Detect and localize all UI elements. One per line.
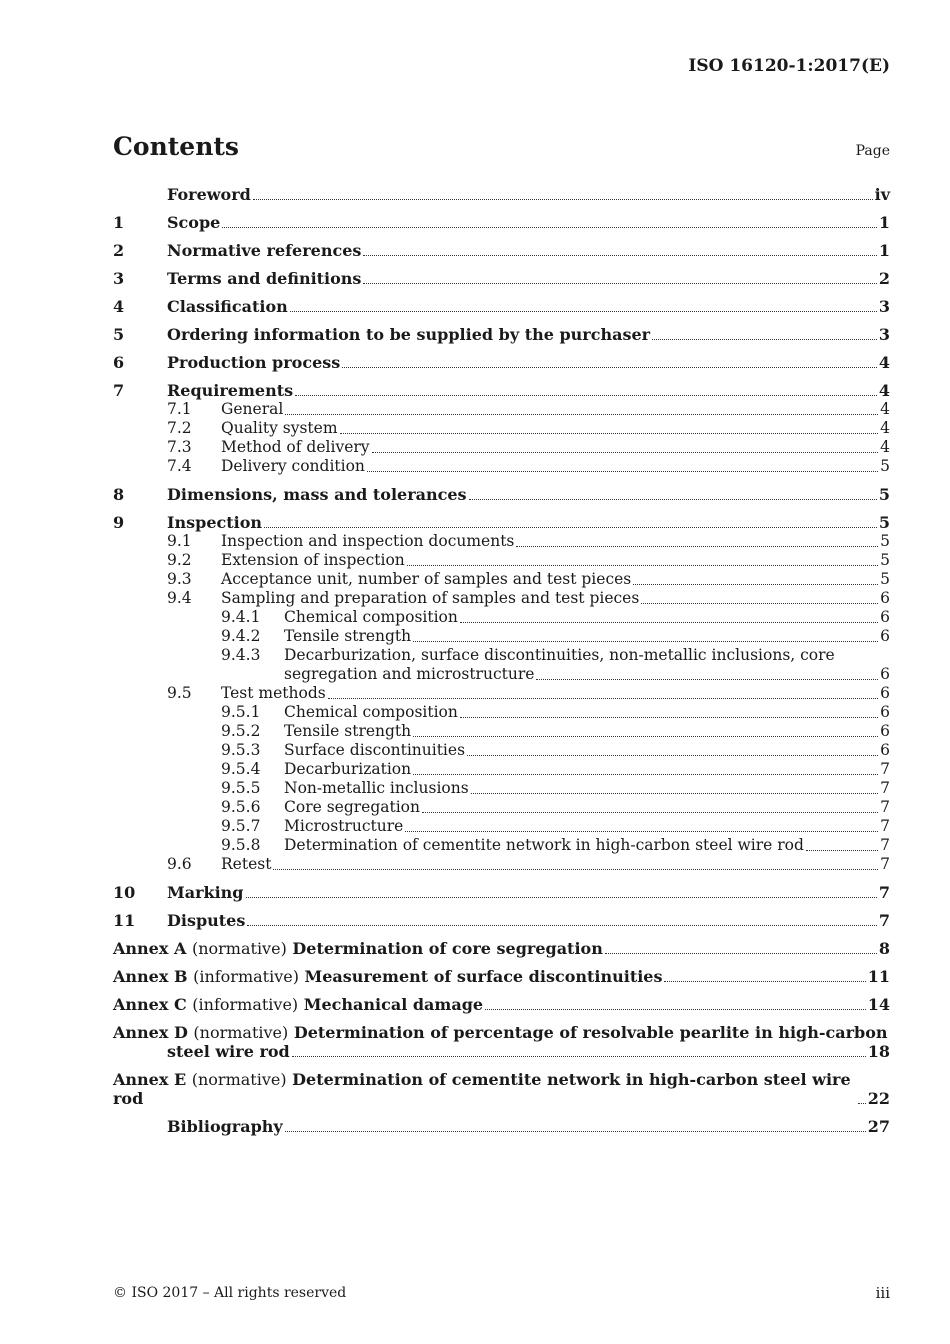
toc-entry-number: 4 — [113, 297, 125, 316]
page-column-label: Page — [855, 143, 890, 159]
toc-entry[interactable] — [113, 241, 890, 260]
toc-entry-line — [113, 1042, 890, 1061]
toc-entry-number: 9.1 — [167, 532, 192, 550]
toc-entry-text: Scope — [167, 213, 221, 232]
dot-leader — [253, 199, 873, 200]
toc-entry[interactable] — [113, 1070, 890, 1108]
toc-entry-line — [113, 1023, 890, 1042]
toc-page-number: 6 — [880, 627, 890, 645]
annex-type: (informative) — [192, 995, 299, 1014]
toc-entry[interactable] — [113, 703, 890, 722]
dot-leader — [363, 283, 876, 284]
toc-entry[interactable] — [113, 967, 890, 986]
toc-page-number: 7 — [880, 779, 890, 797]
toc-entry[interactable] — [113, 817, 890, 836]
dot-leader — [222, 227, 877, 228]
annex-type: (normative) — [193, 1023, 289, 1042]
toc-entry-text: Chemical composition — [284, 703, 458, 721]
toc-entry-text: Disputes — [167, 911, 246, 930]
dot-leader — [246, 897, 877, 898]
toc-entry[interactable] — [113, 911, 890, 930]
toc-entry[interactable] — [113, 400, 890, 419]
toc-entry-text: Tensile strength — [284, 722, 412, 740]
toc-page-number: 1 — [878, 213, 890, 232]
dot-leader — [367, 471, 878, 472]
toc-page-number: 4 — [880, 419, 890, 437]
dot-leader — [264, 527, 877, 528]
annex-type: (normative) — [191, 939, 287, 958]
dot-leader — [413, 641, 878, 642]
dot-leader — [633, 584, 878, 585]
toc-entry[interactable] — [113, 419, 890, 438]
toc-page-number: 4 — [878, 381, 890, 400]
toc-page-number: 3 — [878, 325, 890, 344]
toc-entry-text: Foreword — [167, 185, 251, 204]
toc-entry[interactable] — [113, 185, 890, 204]
dot-leader — [290, 311, 877, 312]
copyright-notice: © ISO 2017 – All rights reserved — [113, 1285, 347, 1301]
toc-page-number: 7 — [878, 911, 890, 930]
toc-entry[interactable] — [113, 760, 890, 779]
toc-entry[interactable] — [113, 883, 890, 902]
toc-entry-line — [113, 646, 890, 665]
toc-entry[interactable] — [113, 353, 890, 372]
annex-label: Annex A — [113, 939, 187, 958]
toc-page-number: 6 — [880, 741, 890, 759]
toc-entry[interactable] — [113, 836, 890, 855]
dot-leader — [858, 1103, 866, 1104]
dot-leader — [536, 679, 878, 680]
toc-entry-text: Inspection and inspection documents — [221, 532, 515, 550]
toc-entry-text: Chemical composition — [284, 608, 458, 626]
toc-page-number: 5 — [878, 513, 890, 532]
toc-entry[interactable] — [113, 532, 890, 551]
annex-title: Determination of percentage of resolvable pearlite in high-carbon — [293, 1023, 888, 1042]
toc-entry-number: 9.5.3 — [221, 741, 261, 759]
toc-page-number: 4 — [880, 400, 890, 418]
toc-page-number: 11 — [867, 967, 890, 986]
dot-leader — [605, 953, 877, 954]
toc-entry-text: Requirements — [167, 381, 294, 400]
toc-page-number: 18 — [867, 1042, 890, 1061]
toc-entry-text: Marking — [167, 883, 244, 902]
toc-page-number: 27 — [867, 1117, 890, 1136]
toc-entry-number: 9.4.2 — [221, 627, 261, 645]
annex-title-continued: steel wire rod — [167, 1042, 290, 1061]
annex-type: (normative) — [191, 1070, 287, 1089]
dot-leader — [342, 367, 877, 368]
dot-leader — [413, 736, 878, 737]
toc-page-number: 1 — [878, 241, 890, 260]
toc-entry[interactable] — [113, 485, 890, 504]
toc-page-number: iv — [874, 185, 890, 204]
toc-entry[interactable] — [113, 608, 890, 627]
dot-leader — [273, 869, 878, 870]
toc-entry-number: 8 — [113, 485, 125, 504]
annex-label: Annex B — [113, 967, 188, 986]
dot-leader — [328, 698, 878, 699]
toc-entry-text: Test methods — [221, 684, 326, 702]
dot-leader — [372, 452, 879, 453]
annex-label: Annex E — [113, 1070, 187, 1089]
toc-entry[interactable] — [113, 627, 890, 646]
toc-entry[interactable] — [113, 269, 890, 288]
toc-entry-number: 9.4.3 — [221, 646, 261, 664]
toc-entry-number: 7.4 — [167, 457, 192, 475]
toc-entry-line — [113, 665, 890, 684]
toc-entry-number: 9.5.7 — [221, 817, 261, 835]
toc-entry-text: Core segregation — [284, 798, 420, 816]
toc-page-number: 5 — [880, 457, 890, 475]
toc-page-number: 4 — [880, 438, 890, 456]
toc-entry[interactable] — [113, 779, 890, 798]
annex-title: Mechanical damage — [303, 995, 484, 1014]
toc-page-number: 5 — [880, 570, 890, 588]
toc-entry[interactable] — [113, 589, 890, 608]
toc-entry-text: Method of delivery — [221, 438, 370, 456]
toc-page-number: 22 — [867, 1089, 890, 1108]
toc-entry[interactable] — [113, 297, 890, 316]
toc-entry-text: General — [221, 400, 284, 418]
toc-entry-text: Production process — [167, 353, 341, 372]
dot-leader — [516, 546, 878, 547]
toc-page-number: 5 — [880, 551, 890, 569]
toc-entry-number: 1 — [113, 213, 125, 232]
toc-page-number: 6 — [880, 703, 890, 721]
dot-leader — [413, 774, 878, 775]
toc-entry[interactable] — [113, 939, 890, 958]
toc-entry-number: 9.6 — [167, 855, 192, 873]
toc-entry-text: Retest — [221, 855, 272, 873]
dot-leader — [652, 339, 877, 340]
toc-entry[interactable] — [113, 325, 890, 344]
toc-entry-number: 3 — [113, 269, 125, 288]
toc-page-number: 7 — [878, 883, 890, 902]
toc-page-number: 14 — [867, 995, 890, 1014]
toc-entry-number: 9.5.6 — [221, 798, 261, 816]
dot-leader — [247, 925, 877, 926]
toc-entry-text: Sampling and preparation of samples and test pieces — [221, 589, 640, 607]
toc-entry-text: Microstructure — [284, 817, 404, 835]
dot-leader — [460, 622, 878, 623]
toc-page-number: 6 — [880, 589, 890, 607]
toc-entry-text: Terms and definitions — [167, 269, 362, 288]
toc-entry-number: 9.3 — [167, 570, 192, 588]
dot-leader — [340, 433, 879, 434]
toc-entry[interactable] — [113, 684, 890, 703]
dot-leader — [405, 831, 878, 832]
document-id: ISO 16120-1:2017(E) — [688, 56, 890, 76]
toc-entry-number: 9.2 — [167, 551, 192, 569]
toc-entry-number: 7 — [113, 381, 125, 400]
toc-entry-text — [113, 967, 662, 986]
annex-title: Measurement of surface discontinuities — [304, 967, 663, 986]
dot-leader — [467, 755, 878, 756]
contents-title: Contents — [113, 132, 240, 161]
toc-page-number: 7 — [880, 760, 890, 778]
toc-entry[interactable] — [113, 798, 890, 817]
toc-entry[interactable] — [113, 457, 890, 476]
toc-entry-text: Non-metallic inclusions — [284, 779, 469, 797]
dot-leader — [285, 414, 878, 415]
toc-entry-text: Decarburization, surface discontinuities, non-metallic inclusions, core — [284, 646, 835, 664]
toc-entry-number: 9.5.5 — [221, 779, 261, 797]
toc-entry-text: Surface discontinuities — [284, 741, 466, 759]
annex-title: Determination of core segregation — [292, 939, 603, 958]
toc-page-number: 8 — [878, 939, 890, 958]
toc-page-number: 4 — [878, 353, 890, 372]
dot-leader — [295, 395, 877, 396]
toc-entry-number: 7.1 — [167, 400, 192, 418]
toc-entry[interactable] — [113, 995, 890, 1014]
toc-entry-text — [113, 1070, 856, 1108]
toc-entry-text: Decarburization — [284, 760, 412, 778]
toc-entry-text — [113, 995, 483, 1014]
toc-page-number: 5 — [880, 532, 890, 550]
dot-leader — [471, 793, 878, 794]
dot-leader — [806, 850, 878, 851]
dot-leader — [285, 1131, 866, 1132]
toc-page-number: 7 — [880, 855, 890, 873]
dot-leader — [485, 1009, 866, 1010]
toc-entry-number: 9.5.2 — [221, 722, 261, 740]
toc-entry[interactable] — [113, 1117, 890, 1136]
toc-entry-text: Dimensions, mass and tolerances — [167, 485, 467, 504]
dot-leader — [664, 981, 865, 982]
toc-entry-number: 9.4.1 — [221, 608, 261, 626]
toc-page-number: 6 — [880, 665, 890, 683]
toc-entry-text: Extension of inspection — [221, 551, 405, 569]
toc-entry-text: Determination of cementite network in high-carbon steel wire rod — [284, 836, 804, 854]
toc-entry-text — [113, 939, 603, 958]
toc-entry-number: 2 — [113, 241, 125, 260]
toc-entry-text: Delivery condition — [221, 457, 365, 475]
toc-entry-text: Tensile strength — [284, 627, 412, 645]
toc-entry-number: 6 — [113, 353, 125, 372]
toc-entry[interactable] — [113, 741, 890, 760]
toc-entry-number: 9.5 — [167, 684, 192, 702]
toc-page-number: 5 — [878, 485, 890, 504]
toc-page-number: 2 — [878, 269, 890, 288]
toc-entry[interactable] — [113, 551, 890, 570]
dot-leader — [292, 1056, 866, 1057]
toc-entry-number: 9.5.8 — [221, 836, 261, 854]
toc-entry-text: Quality system — [221, 419, 338, 437]
dot-leader — [363, 255, 876, 256]
toc-entry[interactable] — [113, 513, 890, 532]
table-of-contents — [113, 185, 890, 1136]
toc-entry-number: 5 — [113, 325, 125, 344]
toc-entry-number: 7.2 — [167, 419, 192, 437]
dot-leader — [460, 717, 878, 718]
dot-leader — [422, 812, 878, 813]
toc-entry-text: Inspection — [167, 513, 263, 532]
toc-page-number: 7 — [880, 798, 890, 816]
toc-entry-number: 9.4 — [167, 589, 192, 607]
toc-page-number: 3 — [878, 297, 890, 316]
toc-entry-number: 9.5.1 — [221, 703, 261, 721]
toc-entry-text: Bibliography — [167, 1117, 283, 1136]
toc-entry-wrapped[interactable] — [113, 646, 890, 684]
toc-entry-text: Classification — [167, 297, 288, 316]
toc-page-number: 7 — [880, 836, 890, 854]
toc-page-number: 6 — [880, 684, 890, 702]
toc-entry-number: 11 — [113, 911, 136, 930]
toc-entry[interactable] — [113, 381, 890, 400]
toc-entry[interactable] — [113, 213, 890, 232]
toc-entry-text-continued: segregation and microstructure — [284, 665, 535, 683]
toc-entry[interactable] — [113, 855, 890, 874]
annex-label: Annex C — [113, 995, 187, 1014]
toc-entry-text: Acceptance unit, number of samples and test pieces — [221, 570, 632, 588]
toc-page-number: 6 — [880, 608, 890, 626]
toc-entry-number: 10 — [113, 883, 136, 902]
toc-entry-number: 7.3 — [167, 438, 192, 456]
toc-entry-number: 9.5.4 — [221, 760, 261, 778]
toc-entry-number: 9 — [113, 513, 125, 532]
dot-leader — [407, 565, 878, 566]
dot-leader — [469, 499, 877, 500]
toc-entry-text — [113, 1023, 888, 1042]
toc-page-number: 7 — [880, 817, 890, 835]
page-number: iii — [875, 1284, 890, 1302]
toc-entry[interactable] — [113, 570, 890, 589]
toc-entry[interactable] — [113, 438, 890, 457]
toc-entry-wrapped[interactable] — [113, 1023, 890, 1061]
toc-entry-text: Normative references — [167, 241, 362, 260]
toc-entry-text: Ordering information to be supplied by the purchaser — [167, 325, 651, 344]
annex-title: Determination of cementite network in high-carbon steel wire rod — [113, 1070, 851, 1108]
toc-entry[interactable] — [113, 722, 890, 741]
dot-leader — [641, 603, 878, 604]
annex-type: (informative) — [193, 967, 299, 986]
annex-label: Annex D — [113, 1023, 188, 1042]
toc-page-number: 6 — [880, 722, 890, 740]
